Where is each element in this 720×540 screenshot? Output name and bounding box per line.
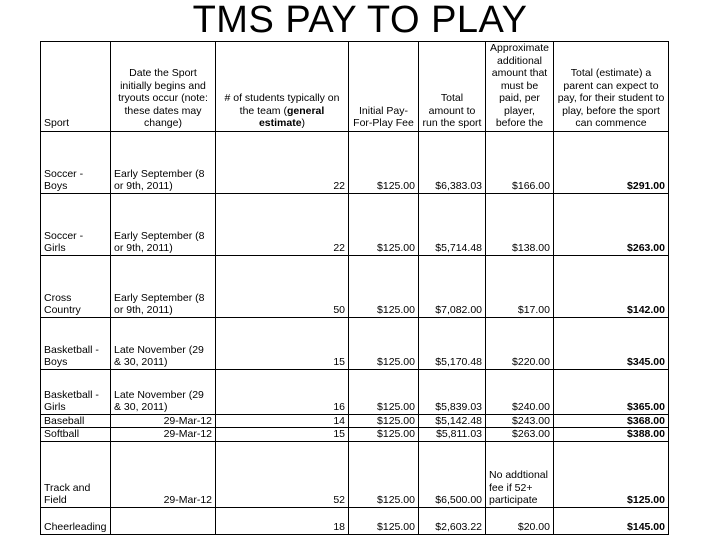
cell-date: 29-Mar-12: [111, 428, 216, 442]
header-fee: Initial Pay-For-Play Fee: [349, 42, 419, 132]
cell-date: Early September (8 or 9th, 2011): [111, 255, 216, 317]
cell-date: 29-Mar-12: [111, 414, 216, 428]
header-row: [41, 42, 669, 132]
cell-parent-total: $125.00: [554, 441, 669, 507]
header-sport: Sport: [41, 42, 111, 132]
header-date: Date the Sport initially begins and tryouts occur (note: these dates may change): [111, 42, 216, 132]
table-row: [41, 414, 669, 428]
pay-to-play-table: [40, 41, 669, 535]
cell-date: Late November (29 & 30, 2011): [111, 369, 216, 414]
header-students-bold: general estimate: [258, 104, 325, 129]
cell-sport: Cheerleading: [41, 507, 111, 534]
cell-fee: $125.00: [349, 428, 419, 442]
cell-sport: Softball: [41, 428, 111, 442]
cell-additional: No addtional fee if 52+ participate: [486, 441, 554, 507]
cell-students: 50: [216, 255, 349, 317]
cell-students: 22: [216, 193, 349, 255]
cell-parent-total: $365.00: [554, 369, 669, 414]
header-students: [216, 42, 349, 132]
table-row: [41, 507, 669, 534]
cell-students: 22: [216, 131, 349, 193]
cell-total: $6,383.03: [419, 131, 486, 193]
header-parent-total: Total (estimate) a parent can expect to pay, for their student to play, before the sport can commence: [554, 42, 669, 132]
table-row: [41, 317, 669, 369]
cell-sport: Baseball: [41, 414, 111, 428]
header-students-close: ): [301, 117, 306, 129]
cell-sport: Basketball - Boys: [41, 317, 111, 369]
cell-sport: Soccer - Boys: [41, 131, 111, 193]
table-row: [41, 193, 669, 255]
table-row: [41, 428, 669, 442]
table-row: [41, 441, 669, 507]
cell-date: [111, 507, 216, 534]
cell-parent-total: $142.00: [554, 255, 669, 317]
cell-additional: $243.00: [486, 414, 554, 428]
cell-total: $7,082.00: [419, 255, 486, 317]
cell-sport: Track and Field: [41, 441, 111, 507]
header-total-amount: Total amount to run the sport: [419, 42, 486, 132]
header-additional: Approximate additional amount that must be paid, per player, before the: [486, 42, 554, 132]
cell-total: $5,170.48: [419, 317, 486, 369]
cell-additional: $263.00: [486, 428, 554, 442]
cell-fee: $125.00: [349, 507, 419, 534]
cell-parent-total: $345.00: [554, 317, 669, 369]
table-row: [41, 369, 669, 414]
cell-total: $2,603.22: [419, 507, 486, 534]
cell-fee: $125.00: [349, 369, 419, 414]
cell-total: $6,500.00: [419, 441, 486, 507]
cell-parent-total: $145.00: [554, 507, 669, 534]
cell-additional: $166.00: [486, 131, 554, 193]
cell-fee: $125.00: [349, 131, 419, 193]
table-row: [41, 255, 669, 317]
cell-parent-total: $388.00: [554, 428, 669, 442]
cell-sport: Soccer - Girls: [41, 193, 111, 255]
cell-total: $5,811.03: [419, 428, 486, 442]
cell-additional: $220.00: [486, 317, 554, 369]
cell-students: 14: [216, 414, 349, 428]
cell-fee: $125.00: [349, 317, 419, 369]
cell-total: $5,142.48: [419, 414, 486, 428]
cell-parent-total: $291.00: [554, 131, 669, 193]
cell-fee: $125.00: [349, 255, 419, 317]
cell-sport: Cross Country: [41, 255, 111, 317]
cell-parent-total: $263.00: [554, 193, 669, 255]
cell-students: 15: [216, 428, 349, 442]
cell-students: 16: [216, 369, 349, 414]
cell-date: Early September (8 or 9th, 2011): [111, 193, 216, 255]
cell-students: 15: [216, 317, 349, 369]
cell-total: $5,839.03: [419, 369, 486, 414]
page-title: TMS PAY TO PLAY: [192, 0, 528, 41]
cell-total: $5,714.48: [419, 193, 486, 255]
cell-fee: $125.00: [349, 193, 419, 255]
cell-date: Early September (8 or 9th, 2011): [111, 131, 216, 193]
cell-students: 52: [216, 441, 349, 507]
cell-sport: Basketball - Girls: [41, 369, 111, 414]
cell-additional: $17.00: [486, 255, 554, 317]
table-row: [41, 131, 669, 193]
cell-parent-total: $368.00: [554, 414, 669, 428]
cell-students: 18: [216, 507, 349, 534]
header-students-text: # of students typically on the team (: [224, 92, 340, 117]
cell-additional: $240.00: [486, 369, 554, 414]
cell-additional: $20.00: [486, 507, 554, 534]
cell-additional: $138.00: [486, 193, 554, 255]
cell-fee: $125.00: [349, 414, 419, 428]
cell-date: 29-Mar-12: [111, 441, 216, 507]
cell-fee: $125.00: [349, 441, 419, 507]
cell-date: Late November (29 & 30, 2011): [111, 317, 216, 369]
